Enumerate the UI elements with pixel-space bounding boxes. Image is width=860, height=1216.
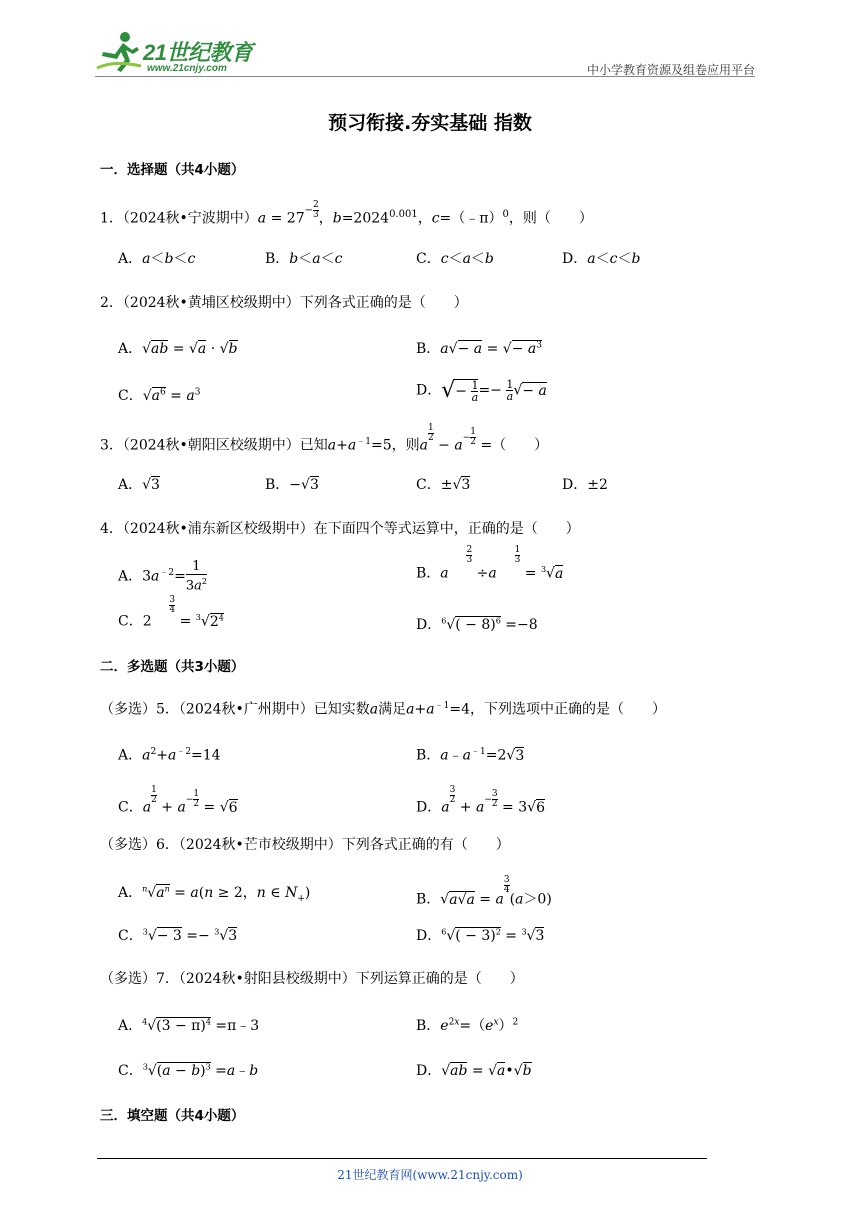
logo-text: 21世纪教育: [143, 40, 253, 65]
q1-option-c[interactable]: C．c＜a＜b: [416, 251, 494, 267]
q1-option-a[interactable]: A．a＜b＜c: [118, 251, 196, 267]
q2-option-d[interactable]: D．√− $\frac{1}{a}$ =− $\frac{1}{a}$ √− a: [416, 378, 547, 404]
question-3: 3．（2024秋•朝阳区校级期中）已知$a+a^{﹣1}=5$，则a $^{\frac{1}{2}}$ − $a^{- \frac{1}{2}}$ =（ ）: [100, 423, 549, 454]
q5-option-b[interactable]: B．$a﹣a^{﹣1}=2√3$: [416, 747, 525, 764]
page-header: [95, 30, 755, 78]
q4-option-c[interactable]: C．2 $^{\frac{3}{4}}$ = $^3√2^4$: [118, 595, 224, 630]
q7-option-a[interactable]: A．$^4√(3 - \pi)^4$ =π﹣3: [118, 1017, 260, 1034]
q5-option-d[interactable]: D．a $^{\frac{3}{2}}$ + $a^{- \frac{3}{2}}$ = 3√6: [416, 785, 545, 816]
question-5: （多选）5．（2024秋•广州期中）已知实数a满足$a+a^{﹣1}=4$，下列选项中正确的是（ ）: [100, 701, 666, 718]
q4-option-a[interactable]: A．$3a^{﹣2}=$ $\frac{1}{3a^2}$: [118, 559, 207, 594]
q3-option-b[interactable]: B．−√3: [265, 477, 319, 493]
q2-option-a[interactable]: A．√ab = √a · √b: [118, 341, 238, 357]
footer-text[interactable]: 21世纪教育网(www.21cnjy.com): [337, 1168, 523, 1182]
header-divider: [95, 76, 755, 77]
section-heading-fill-blank: 三．填空题（共4小题）: [100, 1108, 245, 1124]
question-2: 2．（2024秋•黄埔区校级期中）下列各式正确的是（ ）: [100, 295, 468, 311]
question-7: （多选）7．（2024秋•射阳县校级期中）下列运算正确的是（ ）: [100, 971, 524, 987]
footer-divider: [97, 1158, 707, 1159]
q6-option-b[interactable]: B．√a√a = a $^{\frac{3}{4}}$ (a＞0): [416, 875, 552, 908]
question-4: 4．（2024秋•浦东新区校级期中）在下面四个等式运算中，正确的是（ ）: [100, 521, 580, 537]
q3-option-d[interactable]: D．±2: [562, 477, 608, 493]
q4-option-b[interactable]: B．a $^{\frac{2}{3}}$ ÷a $^{\frac{1}{3}}$ = $^3$√a: [416, 545, 564, 582]
q6-option-c[interactable]: C．$^3$√− 3 =− $^3$√3: [118, 927, 238, 944]
q5-option-c[interactable]: C．a $^{\frac{1}{2}}$ + $a^{- \frac{1}{2}}$ = √6: [118, 785, 238, 816]
question-6: （多选）6．（2024秋•芒市校级期中）下列各式正确的有（ ）: [100, 837, 510, 853]
page-title: 预习衔接.夯实基础 指数: [328, 112, 532, 134]
logo: [95, 30, 265, 78]
q6-option-a[interactable]: A．$^n√a^n = a(n \ge 2$，n ∈ $N_+$): [118, 884, 311, 904]
q7-option-c[interactable]: C．$^3√(a - b)^3$ =a﹣b: [118, 1062, 259, 1079]
q1-option-b[interactable]: B．b＜a＜c: [265, 251, 343, 267]
q3-option-a[interactable]: A．√3: [118, 477, 160, 493]
section-heading-multi-choice: 二．多选题（共3小题）: [100, 659, 245, 675]
section-heading-single-choice: 一．选择题（共4小题）: [100, 162, 245, 178]
logo-url: www.21cnjy.com: [147, 63, 227, 74]
q2-option-b[interactable]: B．a√− a = √− $a^3$: [416, 340, 542, 357]
question-1: 1．（2024秋•宁波期中）$a = 27^{- \frac{2}{3}}$ ，$b=2024^{0.001}$，c=（﹣π）$^0$，则（ ）: [100, 200, 593, 227]
q6-option-d[interactable]: D．$^6√( - 3)^2 = ^3√3$: [416, 927, 545, 944]
q3-option-c[interactable]: C．±√3: [416, 477, 471, 493]
q7-option-d[interactable]: D．√ab = √a•√b: [416, 1063, 532, 1079]
runner-logo-icon: [95, 30, 143, 76]
q7-option-b[interactable]: B．$e^{2x}=(e^x)^2$: [416, 1017, 519, 1034]
q4-option-d[interactable]: D．$^6√( - 8)^6 =-8$: [416, 616, 538, 633]
q2-option-c[interactable]: C．$√a^6 = a^3$: [118, 387, 201, 404]
q1-option-d[interactable]: D．a＜c＜b: [562, 251, 641, 267]
q5-option-a[interactable]: A．$a^2+a^{﹣2}=14$: [118, 747, 221, 764]
platform-name: 中小学教育资源及组卷应用平台: [586, 63, 755, 77]
